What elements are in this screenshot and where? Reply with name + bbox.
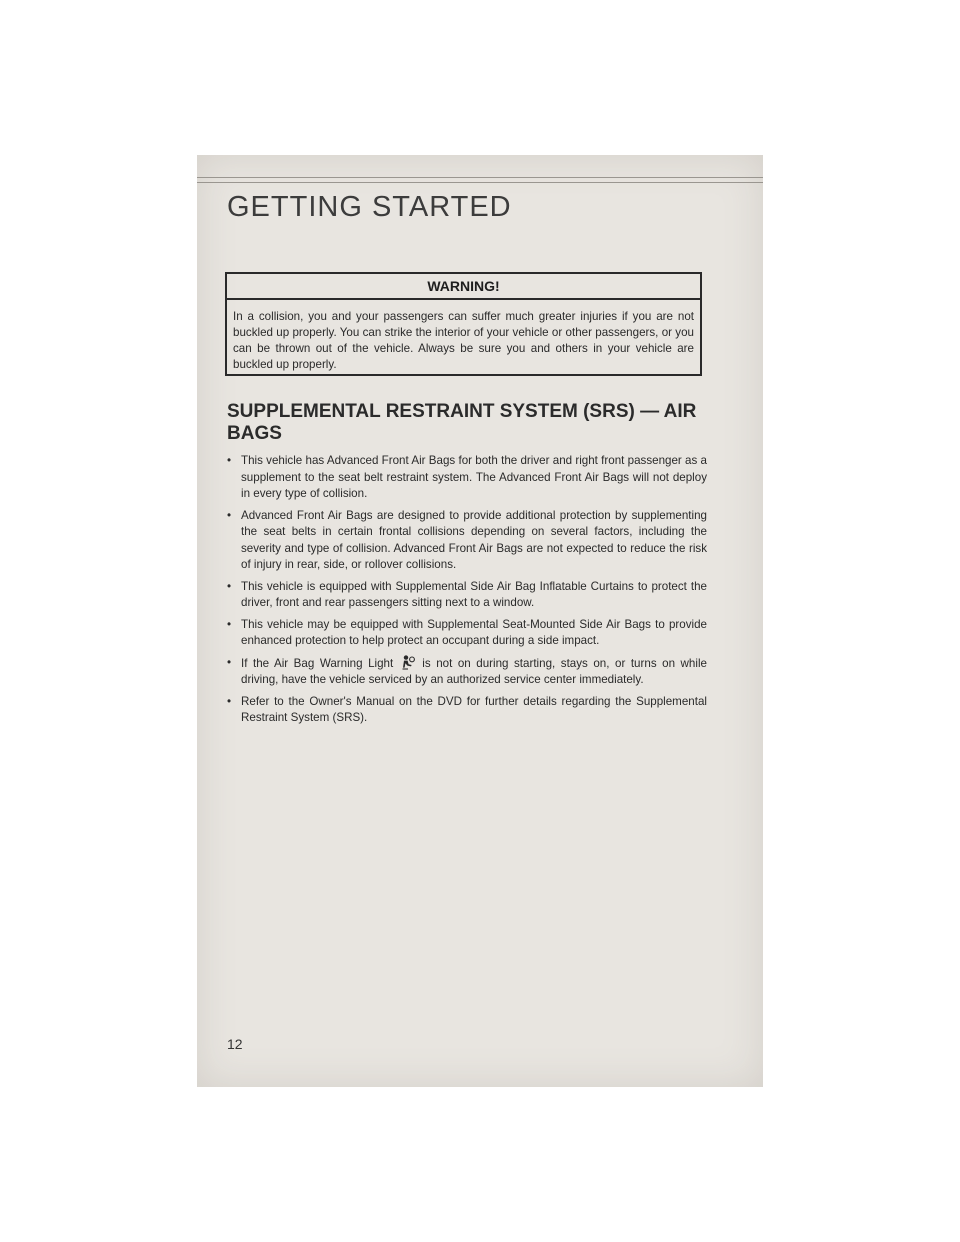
bullet-text: Refer to the Owner's Manual on the DVD for further details regarding the Supplemental Restraint System (SRS). bbox=[241, 694, 707, 724]
bullet-dot: • bbox=[227, 655, 232, 669]
bullet-dot: • bbox=[227, 694, 232, 708]
manual-page bbox=[197, 155, 763, 1087]
list-item bbox=[227, 453, 707, 503]
header-rule-bottom bbox=[197, 182, 763, 183]
list-item bbox=[227, 655, 707, 689]
bullet-text-after-icon: is not on during starting, stays on, or turns on while driving, have the vehicle serviced by an authorized service center immediately. bbox=[241, 656, 707, 686]
bullet-dot: • bbox=[227, 508, 232, 522]
section-title: GETTING STARTED bbox=[227, 191, 512, 223]
warning-box bbox=[225, 272, 702, 376]
bullet-text: This vehicle is equipped with Supplemental Side Air Bag Inflatable Curtains to protect the driver, front and rear passengers sitting next to a window. bbox=[241, 579, 707, 609]
bullet-text: Advanced Front Air Bags are designed to provide additional protection by supplementing the seat belts in certain frontal collisions depending on several factors, including the severity and type of collision. Advanced Front Air Bags are not expected to reduce the risk of injury in rear, side, or rollover collisions. bbox=[241, 508, 707, 571]
page-number: 12 bbox=[227, 1036, 243, 1052]
list-item bbox=[227, 694, 707, 727]
bullet-dot: • bbox=[227, 617, 232, 631]
warning-body: In a collision, you and your passengers can suffer much greater injuries if you are not buckled up properly. You can strike the interior of your vehicle or other passengers, or you can be thrown out of the vehicle. Always be sure you and others in your vehicle are buckled up properly. bbox=[233, 310, 694, 371]
header-rule-top bbox=[197, 177, 763, 178]
bullet-text: This vehicle has Advanced Front Air Bags for both the driver and right front passenger as a supplement to the seat belt restraint system. The Advanced Front Air Bags will not deploy in every type of collision. bbox=[241, 454, 707, 500]
warning-heading: WARNING! bbox=[227, 274, 700, 300]
bullet-text-before-icon: If the Air Bag Warning Light bbox=[241, 656, 394, 670]
list-item bbox=[227, 508, 707, 574]
bullet-text: This vehicle may be equipped with Supplemental Seat-Mounted Side Air Bags to provide enhanced protection to help protect an occupant during a side impact. bbox=[241, 617, 707, 647]
airbag-warning-light-icon bbox=[401, 655, 415, 670]
srs-heading: SUPPLEMENTAL RESTRAINT SYSTEM (SRS) — AIR BAGS bbox=[227, 401, 697, 444]
bullet-dot: • bbox=[227, 579, 232, 593]
list-item bbox=[227, 579, 707, 612]
srs-bullet-list bbox=[227, 453, 707, 732]
list-item bbox=[227, 617, 707, 650]
bullet-dot: • bbox=[227, 454, 232, 467]
